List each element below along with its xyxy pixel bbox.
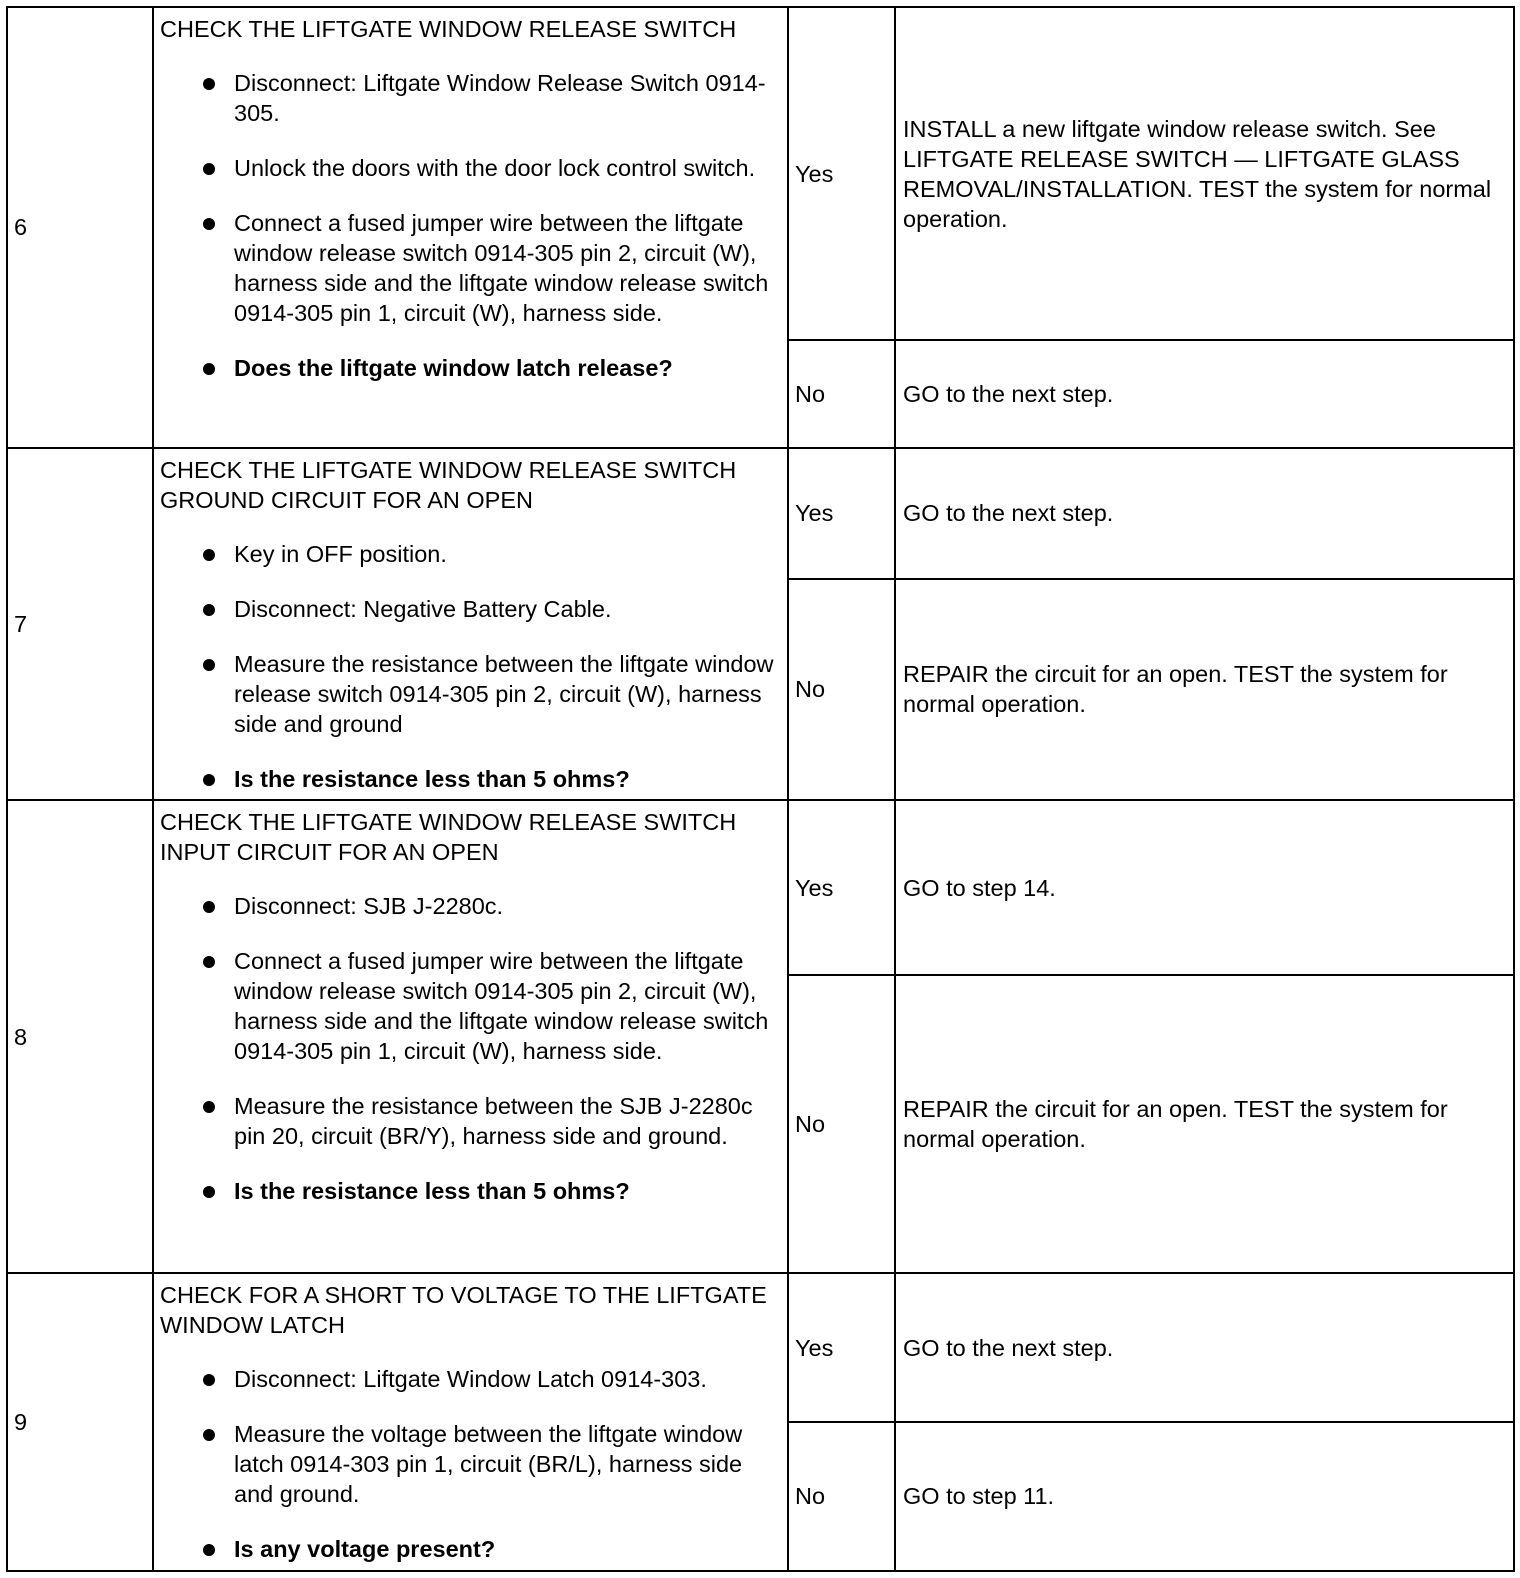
- action-yes: GO to the next step.: [895, 448, 1514, 579]
- action-yes: INSTALL a new liftgate window release switch. See LIFTGATE RELEASE SWITCH — LIFTGATE GLASS REMOVAL/INSTALLATION. TEST the system for normal operation.: [895, 7, 1514, 340]
- test-title: CHECK FOR A SHORT TO VOLTAGE TO THE LIFTGATE WINDOW LATCH: [160, 1282, 767, 1339]
- answer-no: No: [788, 1422, 895, 1571]
- step-number: 7: [7, 448, 153, 800]
- table-row: [7, 448, 1514, 579]
- test-procedure: [153, 7, 788, 448]
- action-no: GO to the next step.: [895, 340, 1514, 448]
- step-bullet: Unlock the doors with the door lock control switch.: [234, 153, 779, 183]
- step-bullet: Connect a fused jumper wire between the liftgate window release switch 0914-305 pin 2, circuit (W), harness side and the liftgate window release switch 0914-305 pin 1, circuit (W), harness side.: [234, 208, 779, 328]
- test-procedure: [153, 448, 788, 800]
- step-list: [160, 539, 779, 794]
- test-question: Is the resistance less than 5 ohms?: [234, 764, 779, 794]
- action-no: GO to step 11.: [895, 1422, 1514, 1571]
- test-question: Does the liftgate window latch release?: [234, 353, 779, 383]
- test-procedure: [153, 800, 788, 1273]
- answer-yes: Yes: [788, 800, 895, 975]
- step-list: [160, 891, 779, 1206]
- table-row: [7, 1273, 1514, 1422]
- test-title: CHECK THE LIFTGATE WINDOW RELEASE SWITCH GROUND CIRCUIT FOR AN OPEN: [160, 456, 737, 513]
- action-no: REPAIR the circuit for an open. TEST the system for normal operation.: [895, 579, 1514, 800]
- step-bullet: Measure the voltage between the liftgate window latch 0914-303 pin 1, circuit (BR/L), harness side and ground.: [234, 1419, 779, 1509]
- test-title: CHECK THE LIFTGATE WINDOW RELEASE SWITCH: [160, 16, 737, 42]
- table-row: [7, 800, 1514, 975]
- step-number: 8: [7, 800, 153, 1273]
- step-bullet: Disconnect: Liftgate Window Release Switch 0914-305.: [234, 68, 779, 128]
- answer-no: No: [788, 340, 895, 448]
- step-bullet: Disconnect: Negative Battery Cable.: [234, 594, 779, 624]
- action-yes: GO to step 14.: [895, 800, 1514, 975]
- answer-yes: Yes: [788, 7, 895, 340]
- action-yes: GO to the next step.: [895, 1273, 1514, 1422]
- step-bullet: Disconnect: Liftgate Window Latch 0914-303.: [234, 1364, 779, 1394]
- diagnostic-table: [6, 6, 1515, 1572]
- table-row: [7, 7, 1514, 340]
- test-question: Is the resistance less than 5 ohms?: [234, 1176, 779, 1206]
- action-no: REPAIR the circuit for an open. TEST the system for normal operation.: [895, 975, 1514, 1273]
- test-question: Is any voltage present?: [234, 1534, 779, 1564]
- step-list: [160, 1364, 779, 1564]
- step-number: 9: [7, 1273, 153, 1571]
- step-number: 6: [7, 7, 153, 448]
- step-bullet: Connect a fused jumper wire between the liftgate window release switch 0914-305 pin 2, circuit (W), harness side and the liftgate window release switch 0914-305 pin 1, circuit (W), harness side.: [234, 946, 779, 1066]
- test-title: CHECK THE LIFTGATE WINDOW RELEASE SWITCH INPUT CIRCUIT FOR AN OPEN: [160, 809, 737, 866]
- test-procedure: [153, 1273, 788, 1571]
- answer-no: No: [788, 579, 895, 800]
- answer-yes: Yes: [788, 448, 895, 579]
- step-list: [160, 68, 779, 383]
- step-bullet: Disconnect: SJB J-2280c.: [234, 891, 779, 921]
- answer-yes: Yes: [788, 1273, 895, 1422]
- step-bullet: Measure the resistance between the SJB J-2280c pin 20, circuit (BR/Y), harness side and ground.: [234, 1091, 779, 1151]
- step-bullet: Measure the resistance between the liftgate window release switch 0914-305 pin 2, circuit (W), harness side and ground: [234, 649, 779, 739]
- answer-no: No: [788, 975, 895, 1273]
- step-bullet: Key in OFF position.: [234, 539, 779, 569]
